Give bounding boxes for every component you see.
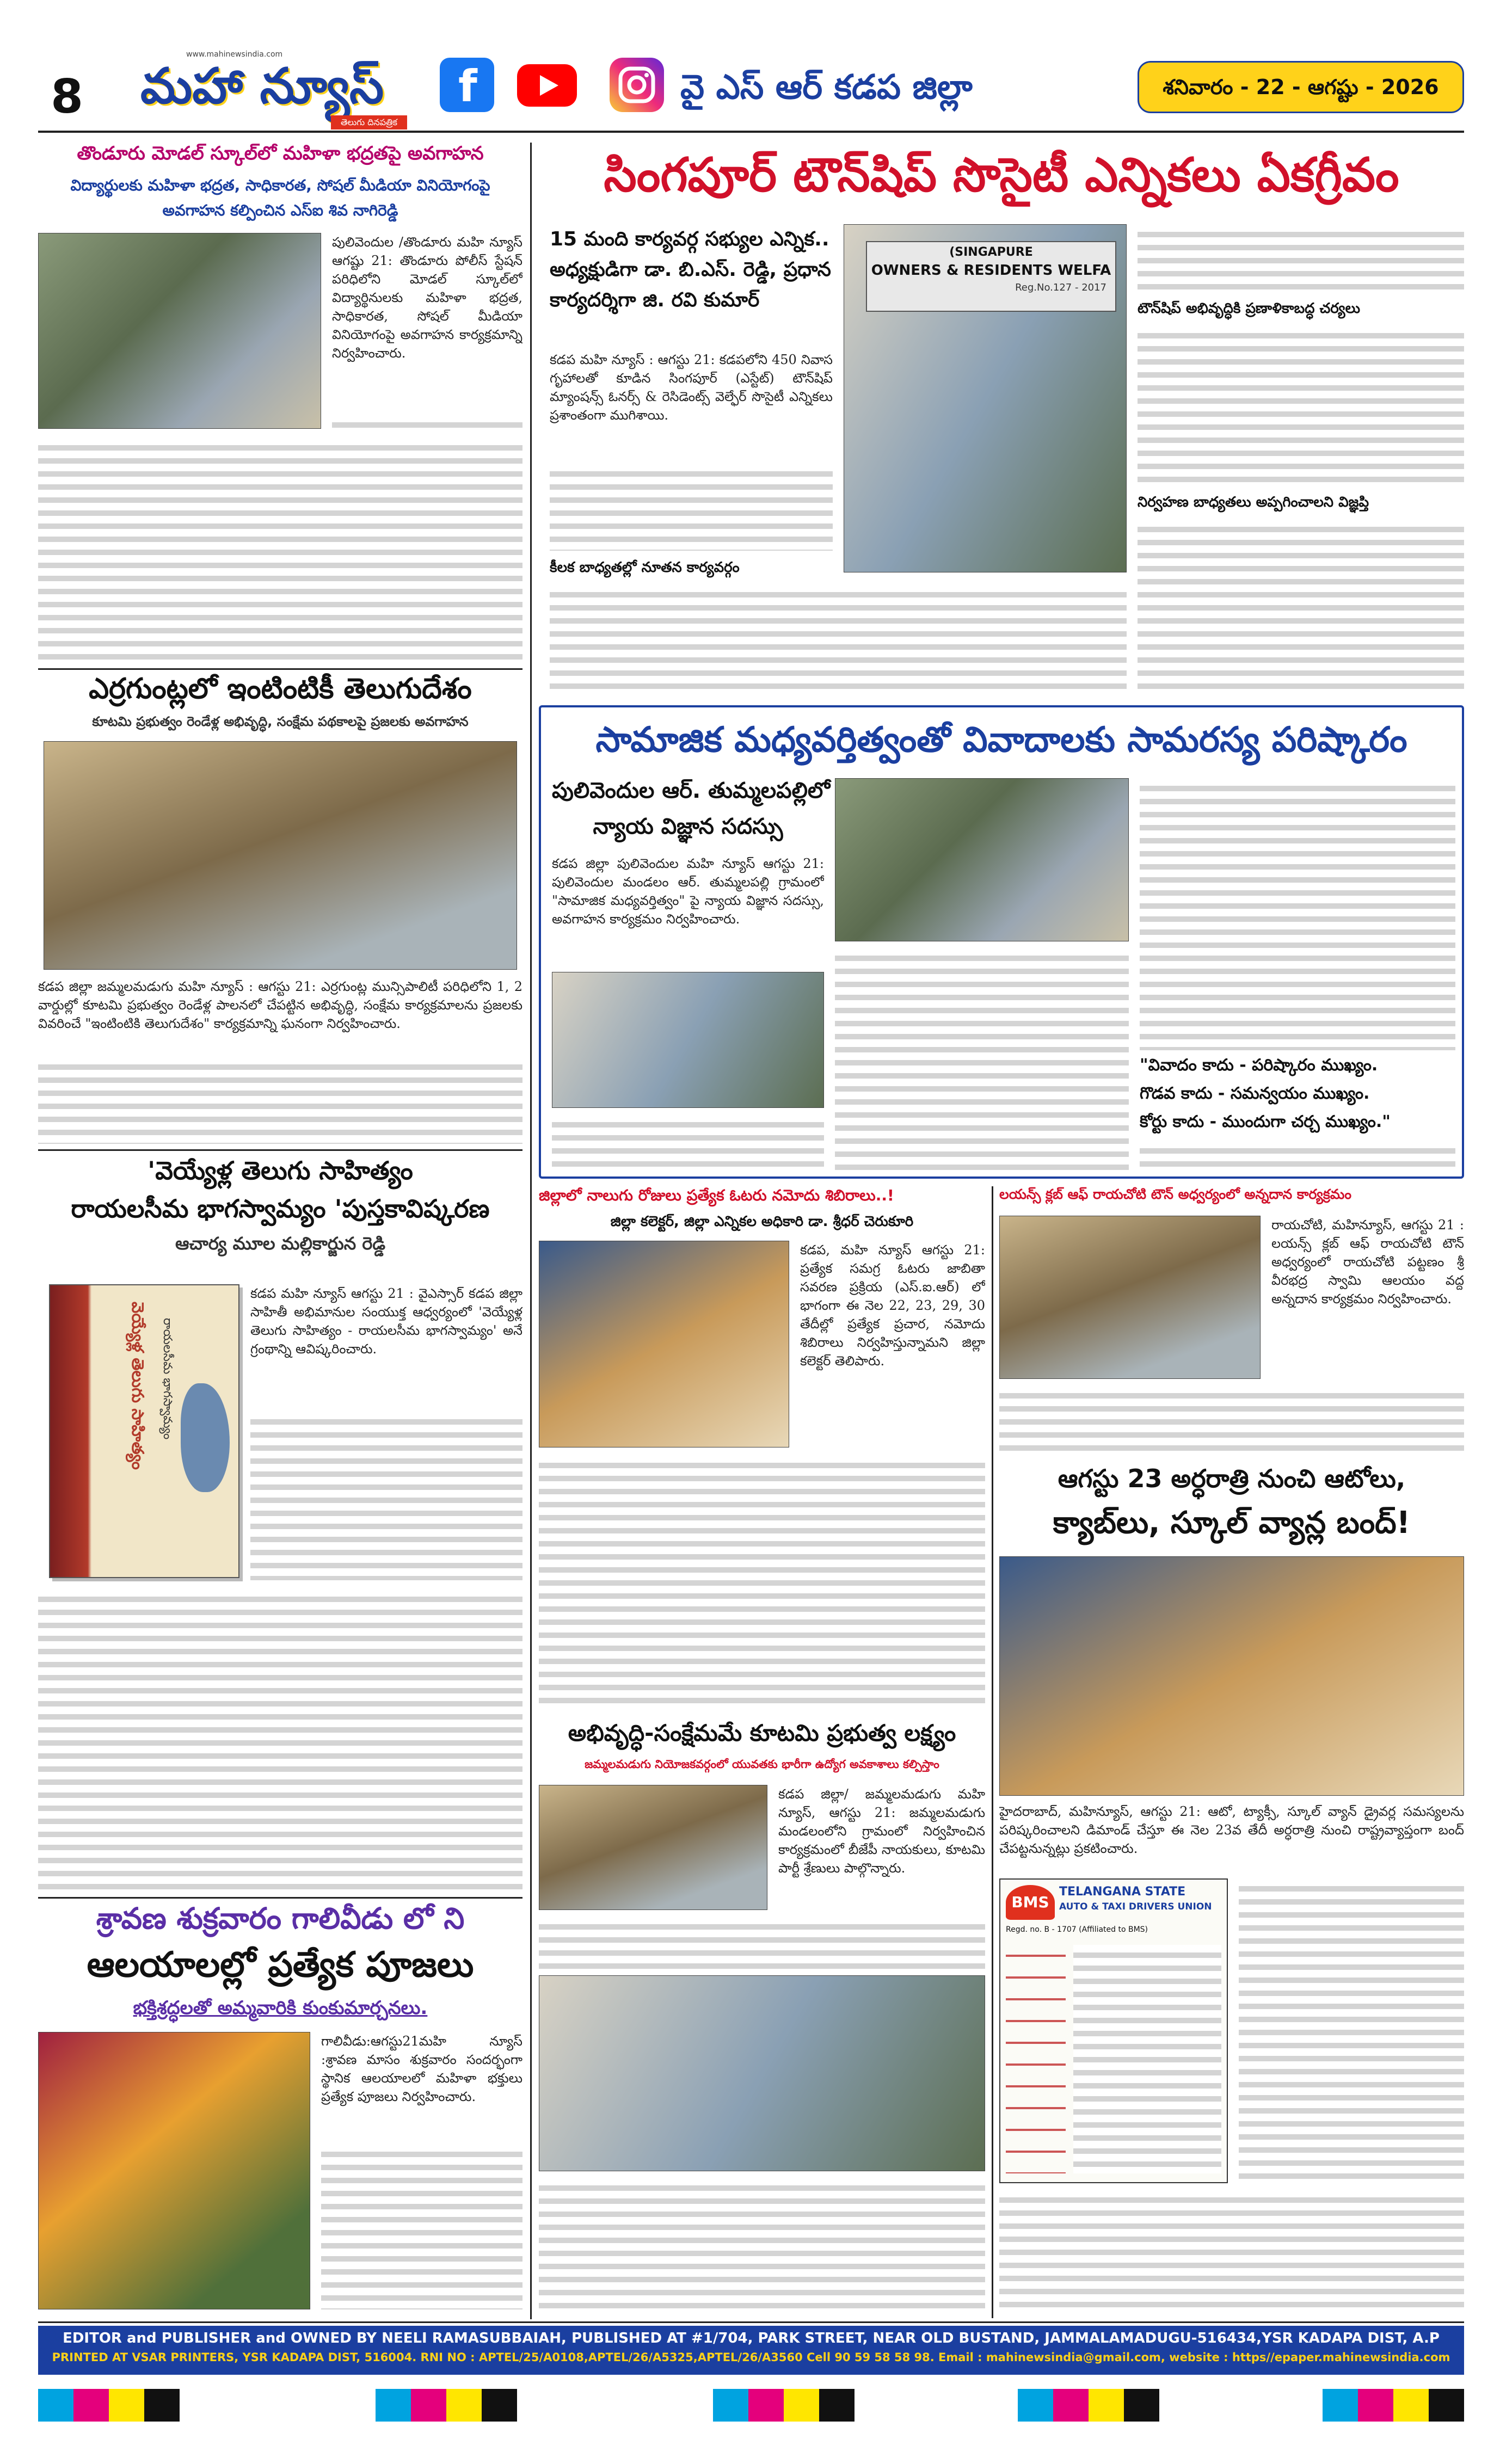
logo-text: మహా న్యూస్ xyxy=(140,58,384,115)
article-development xyxy=(539,1720,985,2313)
body-continued xyxy=(250,1412,522,1580)
headline: ఎర్రగుంట్లలో ఇంటింటికీ తెలుగుదేశం xyxy=(89,673,472,705)
article-book xyxy=(38,1156,522,1896)
letter-body xyxy=(1073,1945,1221,2173)
masthead-logo[interactable] xyxy=(140,50,413,132)
facebook-icon[interactable] xyxy=(440,58,494,112)
body-continued xyxy=(539,1917,985,1971)
subhead: జమ్మలమడుగు నియోజకవర్గంలో యువతకు భారీగా ఉద్యోగ అవకాశాలు కల్పిస్తాం xyxy=(585,1758,939,1771)
union-logo: BMS xyxy=(1006,1885,1055,1920)
subhead: 15 మంది కార్యవర్గ సభ్యుల ఎన్నిక.. అధ్యక్షుడిగా డా. బి.ఎస్. రెడ్డి, ప్రధాన కార్యదర్శిగా జి. రవి కుమార్ xyxy=(550,228,831,311)
headline-line2: రాయలసీమ భాగస్వామ్యం 'పుస్తకావిష్కరణ xyxy=(71,1194,490,1223)
subhead: విద్యార్థులకు మహిళా భద్రత, సాధికారత, సోషల్ మీడియా వినియోగంపై అవగాహన కల్పించిన ఎస్‌ఐ శివ నాగిరెడ్డి xyxy=(70,176,490,219)
headline-line2: క్యాబ్‌లు, స్కూల్ వ్యాన్ల బంద్! xyxy=(1053,1505,1411,1541)
banner-sign xyxy=(866,241,1116,312)
photo-mediation-meeting-2 xyxy=(835,778,1129,941)
byline: జిల్లా కలెక్టర్, జిల్లా ఎన్నికల అధికారి డా. శ్రీధర్ చెరుకూరి xyxy=(610,1213,914,1230)
body-continued xyxy=(539,2178,985,2308)
masthead-divider xyxy=(38,131,1464,133)
svg-text:f: f xyxy=(458,61,477,112)
body-continued xyxy=(1138,224,1464,295)
footer-line-1: EDITOR and PUBLISHER and OWNED BY NEELI RAMASUBBAIAH, PUBLISHED AT #1/704, PARK STREET, NEAR OLD BUSTAND, JAMMALAMADUGU-516434,YSR KADAPA DIST, A.P xyxy=(63,2330,1440,2346)
article-temple xyxy=(38,1901,522,2315)
article-singapur xyxy=(539,143,1464,703)
body-continued xyxy=(1239,1878,1464,2183)
union-name-1: TELANGANA STATE xyxy=(1059,1885,1186,1899)
quote-line3: కోర్టు కాదు - ముందుగా చర్చ ముఖ్యం." xyxy=(1140,1112,1391,1131)
headline-line1: శ్రావణ శుక్రవారం గాలివీడు లో ని xyxy=(96,1901,465,1936)
footer-imprint xyxy=(38,2326,1464,2375)
lead-paragraph: కడప జిల్లా జమ్మలమడుగు మహి న్యూస్ : ఆగస్టు 21: ఎర్రగుంట్ల మున్సిపాలిటీ పరిధిలోని 1, 2 వార్డుల్లో కూటమి ప్రభుత్వం రెండేళ్ల పాలనలో చేపట్టిన అభివృద్ధి, సంక్షేమ కార్యక్రమాలను ప్రజలకు వివరించే "ఇంటింటికి తెలుగుదేశం" కార్యక్రమాన్ని ఘనంగా నిర్వహించారు. xyxy=(38,979,522,1031)
headline-line2: ఆలయాలల్లో ప్రత్యేక పూజలు xyxy=(87,1945,474,1985)
lead-paragraph: కడప, మహి న్యూస్ ఆగస్టు 21: ప్రత్యేక సమగ్ర ఓటరు జాబితా సవరణ ప్రక్రియ (ఎస్.ఐ.ఆర్) లో భాగంగా ఈ నెల 22, 23, 29, 30 తేదీల్లో ప్రత్యేక ప్రచార, నమోదు శిబిరాలు నిర్వహిస్తున్నామని జిల్లా కలెక్టర్ తెలిపారు. xyxy=(800,1242,985,1369)
page-number: 8 xyxy=(51,70,83,124)
headline-line1: 'వెయ్యేళ్ల తెలుగు సాహిత్యం xyxy=(147,1156,413,1185)
lead-paragraph: పులివెందుల /తొండూరు మహి న్యూస్ ఆగష్టు 21: తొండూరు పోలీస్ స్టేషన్ పరిధిలోని మోడల్ స్కూల్‌లో విద్యార్థినులకు మహిళా భద్రత, సాధికారత, సోషల్ మీడియా వినియోగంపై అవగాహన కార్యక్రమాన్ని నిర్వహించారు. xyxy=(332,235,522,361)
photo-development-2 xyxy=(539,1975,985,2171)
divider xyxy=(38,1897,522,1899)
footer-divider xyxy=(38,2321,1464,2323)
body-continued xyxy=(38,438,522,661)
body-continued xyxy=(38,1589,522,1894)
date-text: శనివారం - 22 - ఆగష్టు - 2026 xyxy=(1163,75,1439,99)
body-continued xyxy=(835,948,1129,1174)
body-continued xyxy=(550,584,1127,693)
column-divider xyxy=(530,143,532,2319)
article-lions xyxy=(999,1186,1464,1458)
lead-paragraph: కడప మహి న్యూస్ : ఆగస్టు 21: కడపలోని 450 నివాస గృహాలతో కూడిన సింగపూర్ (ఎస్టేట్) టౌన్‌షిప్ మ్యాంషన్స్ ఓనర్స్ & రెసిడెంట్స్ వెల్ఫేర్ సొసైటీ ఎన్నికలు ప్రశాంతంగా ముగిశాయి. xyxy=(550,352,833,423)
masthead xyxy=(0,0,1500,136)
body-continued xyxy=(999,2190,1464,2315)
headline: సింగపూర్ టౌన్‌షిప్ సొసైటీ ఎన్నికలు ఏకగ్రీవం xyxy=(604,148,1399,202)
photo-mediation-meeting-1 xyxy=(552,972,824,1108)
cover-subtitle: రాయలసీమ భాగస్వామ్యం xyxy=(161,1318,174,1440)
photo-singapur-officials xyxy=(844,224,1127,572)
article-yerraguntla xyxy=(38,673,522,1146)
byline: ఆచార్య మూల మల్లికార్జున రెడ్డి xyxy=(175,1233,386,1254)
lead-paragraph: కడప జిల్లా/ జమ్మలమడుగు మహి న్యూస్, ఆగస్టు 21: జమ్మలమడుగు మండలంలోని గ్రామంలో నిర్వహించిన కార్యక్రమంలో బీజేపీ నాయకులు, కూటమి పార్టీ శ్రేణులు పాల్గొన్నారు. xyxy=(778,1787,985,1876)
photo-temple-goddess xyxy=(38,2032,310,2309)
subhead-line1: పులివెందుల ఆర్. తుమ్మలపల్లిలో xyxy=(552,778,831,803)
photo-yerraguntla xyxy=(44,741,517,970)
logo-tagline: తెలుగు దినపత్రిక xyxy=(331,115,407,130)
date-badge xyxy=(1138,61,1464,113)
headline-line1: ఆగస్టు 23 అర్ధరాత్రి నుంచి ఆటోలు, xyxy=(1058,1464,1406,1493)
body-continued xyxy=(1138,519,1464,693)
youtube-icon[interactable] xyxy=(517,64,577,107)
logo-url: www.mahinewsindia.com xyxy=(186,50,283,59)
photo-school-students xyxy=(38,233,321,429)
body-continued xyxy=(321,2144,522,2309)
quote-line1: "వివాదం కాదు - పరిష్కారం ముఖ్యం. xyxy=(1140,1056,1378,1075)
body-continued xyxy=(1138,325,1464,489)
subhead: భక్తిశ్రద్ధలతో అమ్మవారికి కుంకుమార్చనలు. xyxy=(133,1997,428,2019)
article-strike xyxy=(999,1464,1464,2318)
photo-lions-event xyxy=(999,1216,1261,1379)
banner-text-2: (SINGAPURE xyxy=(949,245,1033,259)
union-letterhead xyxy=(999,1878,1228,2183)
headline: సామాజిక మధ్యవర్తిత్వంతో వివాదాలకు సామరస్య పరిష్కారం xyxy=(595,720,1407,760)
divider xyxy=(38,668,522,670)
lead-paragraph: కడప మహి న్యూస్ ఆగస్టు 21 : వైఎస్సార్ కడప జిల్లా సాహితీ అభిమానుల సంయుక్త ఆధ్వర్యంలో 'వెయ్యేళ్ల తెలుగు సాహిత్యం - రాయలసీమ భాగస్వామ్యం' అనే గ్రంథాన్ని ఆవిష్కరించారు. xyxy=(250,1286,522,1357)
instagram-icon[interactable] xyxy=(610,58,664,112)
article-school xyxy=(38,143,522,665)
registration-marks xyxy=(38,2389,1464,2422)
photo-strike-rally xyxy=(999,1556,1464,1796)
article-mediation xyxy=(539,705,1464,1179)
banner-text: OWNERS & RESIDENTS WELFA xyxy=(871,262,1111,279)
footer-line-2: PRINTED AT VSAR PRINTERS, YSR KADAPA DIST, 516004. RNI NO : APTEL/25/A0108,APTEL/26/A5325,APTEL/26/A3560 Cell 90 59 58 58 98. Email : mahinewsindia@gmail.com, website : https//epaper.mahinewsindia.com xyxy=(52,2351,1450,2364)
headline: తొండూరు మోడల్ స్కూల్‌లో మహిళా భద్రతపై అవగాహన xyxy=(77,143,484,164)
lead-paragraph: కడప జిల్లా పులివెందుల మహి న్యూస్ ఆగస్టు 21: పులివెందుల మండలం ఆర్. తుమ్మలపల్లి గ్రామంలో "సామాజిక మధ్యవర్తిత్వం" పై న్యాయ విజ్ఞాన సదస్సు, అవగాహన కార్యక్రమం నిర్వహించారు. xyxy=(552,856,824,927)
headline: జిల్లాలో నాలుగు రోజులు ప్రత్యేక ఓటరు నమోదు శిబిరాలు..! xyxy=(539,1186,894,1204)
body-continued xyxy=(539,1455,985,1711)
lead-paragraph: గాలివీడు:ఆగస్టు21మహి న్యూస్ :శ్రావణ మాసం శుక్రవారం సందర్భంగా స్థానిక ఆలయాలలో మహిళా భక్తులు ప్రత్యేక పూజలు నిర్వహించారు. xyxy=(321,2034,522,2104)
cover-title: వెయ్యేళ్ల తెలుగు సాహిత్యం xyxy=(128,1302,147,1470)
headline: లయన్స్ క్లబ్ ఆఫ్ రాయచోటి టౌన్ అధ్వర్యంలో అన్నదాన కార్యక్రమం xyxy=(999,1186,1352,1202)
body-continued xyxy=(552,1114,824,1174)
body-continued xyxy=(1140,778,1455,1050)
district-title: వై ఎస్ ఆర్ కడప జిల్లా xyxy=(680,67,973,107)
section-subhead: నిర్వహణ బాధ్యతలు అప్పగించాలని విజ్ఞప్తి xyxy=(1138,494,1369,510)
body-continued xyxy=(550,464,833,551)
quote-line2: గొడవ కాదు - సమన్వయం ముఖ్యం. xyxy=(1140,1084,1370,1103)
lead-paragraph: హైదరాబాద్, మహిన్యూస్, ఆగస్టు 21: ఆటో, ట్యాక్సీ, స్కూల్ వ్యాన్ డ్రైవర్ల సమస్యలను పరిష్కరించాలని డిమాండ్ చేస్తూ ఈ నెల 23వ తేదీ అర్ధరాత్రి నుంచి రాష్ట్రవ్యాప్తంగా బంద్ చేపట్టనున్నట్లు ప్రకటించారు. xyxy=(999,1804,1464,1856)
letter-sidebar xyxy=(1006,1945,1066,2173)
lead-paragraph: రాయచోటి, మహిన్యూస్, ఆగస్టు 21 : లయన్స్ క్లబ్ ఆఫ్ రాయచోటి టౌన్ అధ్వర్యంలో రాయచోటి పట్టణం శ్రీ వీరభద్ర స్వామి ఆలయం వద్ద అన్నదాన కార్యక్రమం నిర్వహించారు. xyxy=(1271,1217,1464,1307)
column-divider xyxy=(992,1186,993,2318)
divider xyxy=(38,1149,522,1151)
book-cover-image xyxy=(49,1284,239,1578)
photo-development-1 xyxy=(539,1785,767,1910)
article-voter xyxy=(539,1186,985,1714)
section-subhead: టౌన్‌షిప్ అభివృద్ధికి ప్రణాళికాబద్ధ చర్యలు xyxy=(1138,300,1361,317)
body-continued xyxy=(332,415,522,431)
body-continued xyxy=(1140,1141,1455,1174)
banner-reg: Reg.No.127 - 2017 xyxy=(1015,282,1106,293)
photo-collector xyxy=(539,1241,789,1447)
subhead-line2: న్యాయ విజ్ఞాన సదస్సు xyxy=(593,814,783,839)
union-name-2: AUTO & TAXI DRIVERS UNION xyxy=(1059,1901,1212,1912)
headline: అభివృద్ధి-సంక్షేమమే కూటమి ప్రభుత్వ లక్ష్యం xyxy=(568,1720,956,1746)
section-subhead: కీలక బాధ్యతల్లో నూతన కార్యవర్గం xyxy=(550,559,740,576)
body-continued xyxy=(999,1385,1464,1456)
body-continued xyxy=(38,1057,522,1144)
union-reg: Regd. no. B - 1707 (Affiliated to BMS) xyxy=(1006,1925,1148,1934)
subhead: కూటమి ప్రభుత్వం రెండేళ్ల అభివృద్ధి, సంక్షేమ పథకాలపై ప్రజలకు అవగాహన xyxy=(92,714,469,729)
map-graphic-icon xyxy=(181,1383,230,1492)
